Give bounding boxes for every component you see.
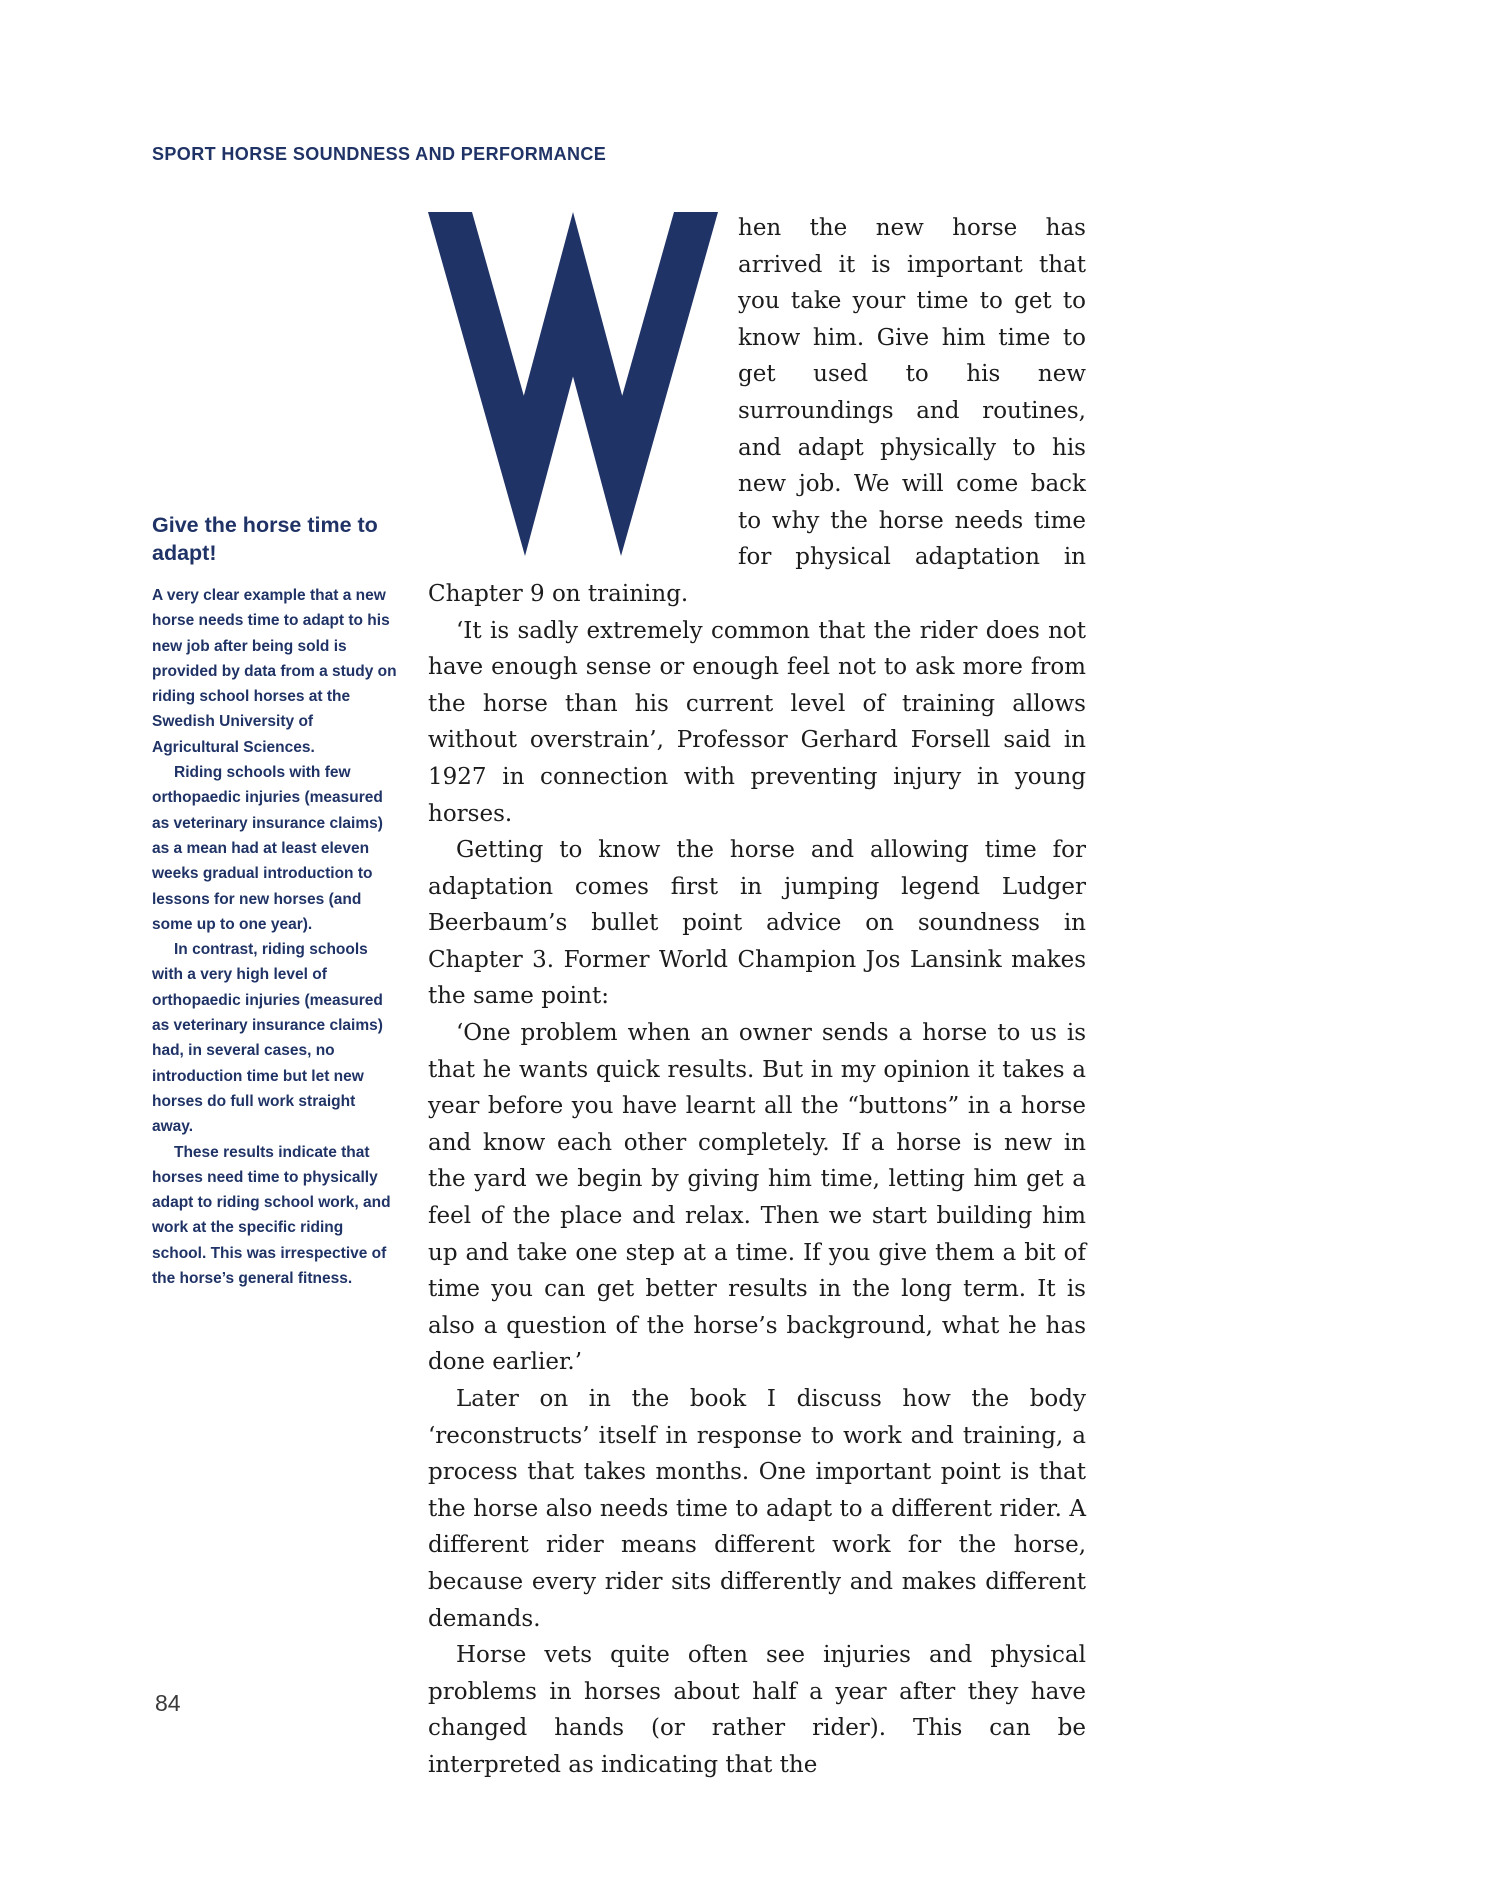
body-paragraph: Later on in the book I discuss how the body ‘reconstructs’ itself in response to work and training, a process that takes months. One important point is that the horse also needs time to adapt to a different rider. A different rider means different work for the horse, because every rider sits differently and makes different demands. [428,1386,1086,1632]
page-number: 84 [155,1690,181,1716]
body-paragraph [428,210,1086,613]
body-paragraph: Getting to know the horse and allowing time for adaptation comes first in jumping legend Ludger Beerbaum’s bullet point advice on soundness in Chapter 3. Former World Champion Jos Lansink makes the same point: [428,837,1086,1010]
drop-cap-w-glyph [428,212,718,556]
sidebar-paragraph: A very clear example that a new horse needs time to adapt to his new job after being sold is provided by data from a study on riding school horses at the Swedish University of Agricultural Sciences. [152,587,397,756]
drop-cap [428,212,728,564]
running-header: SPORT HORSE SOUNDNESS AND PERFORMANCE [152,144,607,164]
body-paragraph: ‘One problem when an owner sends a horse to us is that he wants quick results. But in my opinion it takes a year before you have learnt all the “buttons” in a horse and know each other completely. If a horse is new in the yard we begin by giving him time, letting him get a feel of the place and relax. Then we start building him up and take one step at a time. If you give them a bit of time you can get better results in the long term. It is also a question of the horse’s background, what he has done earlier.’ [428,1020,1086,1376]
body-paragraph-text: hen the new horse has arrived it is important that you take your time to get to know him. Give him time to get used to his new surroundings and routines, and adapt physically to his new job. We will come back to why the horse needs time for physical adaptation in Chapter 9 on training. [428,215,1086,607]
sidebar-paragraph: In contrast, riding schools with a very high level of orthopaedic injuries (measured as veterinary insurance claims) had, in several cases, no introduction time but let new horses do full work straight away. [152,941,383,1136]
sidebar [152,512,400,1291]
body-paragraph: Horse vets quite often see injuries and physical problems in horses about half a year after they have changed hands (or rather rider). This can be interpreted as indicating that the [428,1642,1086,1778]
sidebar-paragraph: Riding schools with few orthopaedic injuries (measured as veterinary insurance claims) as a mean had at least eleven weeks gradual introduction to lessons for new horses (and some up to one year). [152,764,383,933]
main-text-column [428,210,1086,1784]
sidebar-heading: Give the horse time to adapt! [152,513,378,565]
sidebar-paragraph: These results indicate that horses need time to physically adapt to riding school work, and work at the specific riding school. This was irrespective of the horse’s general fitness. [152,1143,391,1288]
body-paragraph: ‘It is sadly extremely common that the rider does not have enough sense or enough feel not to ask more from the horse than his current level of training allows without overstrain’, Professor Gerhard Forsell said in 1927 in connection with preventing injury in young horses. [428,617,1086,827]
